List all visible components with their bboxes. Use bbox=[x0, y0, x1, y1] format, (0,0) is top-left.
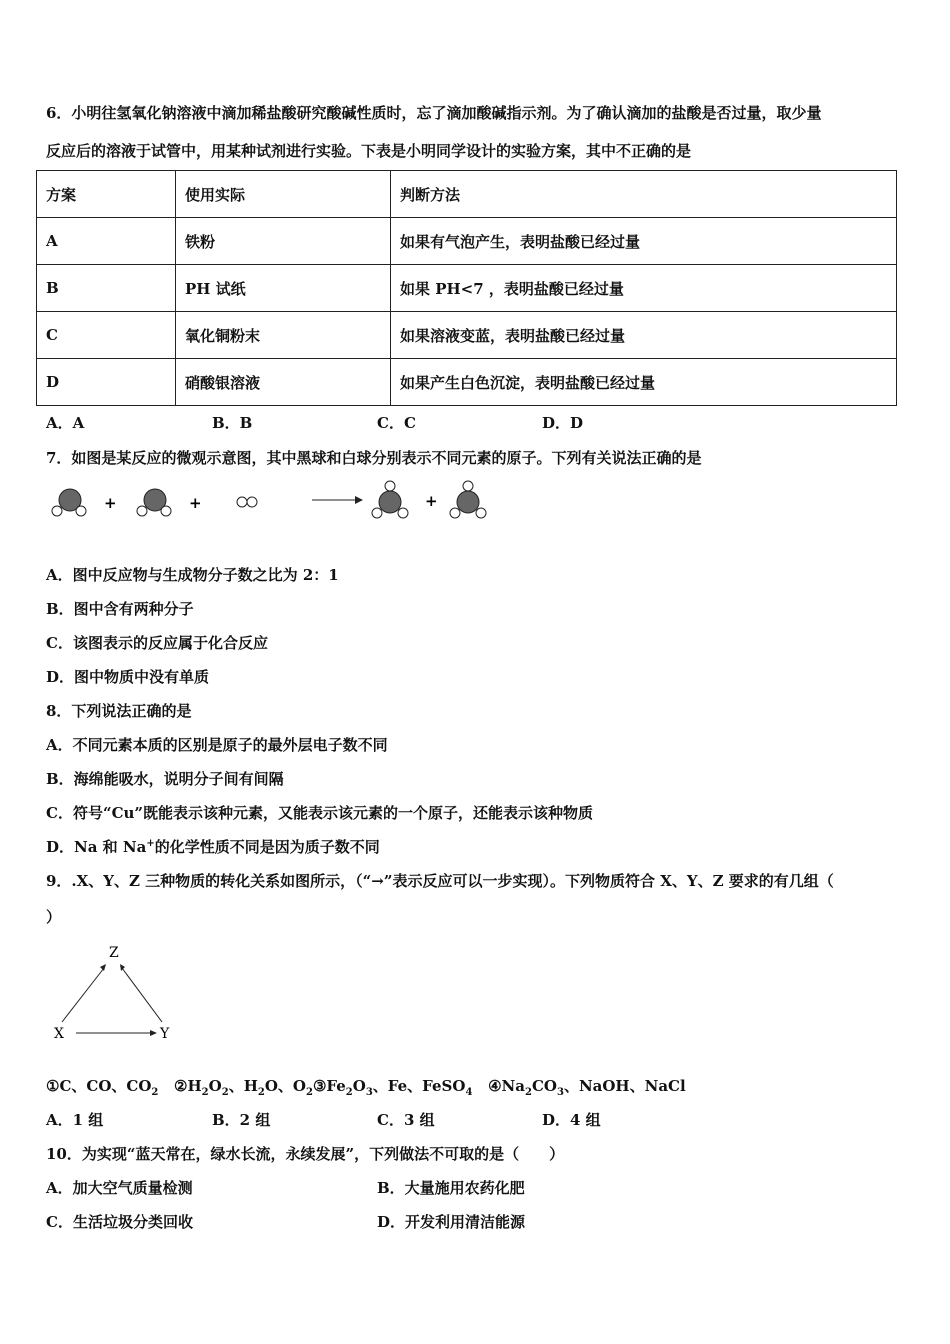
q6-stem-line1: 6．小明往氢氧化钠溶液中滴加稀盐酸研究酸碱性质时，忘了滴加酸碱指示剂。为了确认滴加的盐酸是否过量，取少量 bbox=[46, 104, 822, 122]
node-y: Y bbox=[160, 1026, 170, 1042]
subscript: 2 bbox=[221, 1087, 229, 1098]
q10-option-c[interactable]: C．生活垃圾分类回收 bbox=[46, 1213, 193, 1231]
q10-option-d[interactable]: D．开发利用清洁能源 bbox=[377, 1213, 526, 1231]
table-cell: 铁粉 bbox=[176, 218, 391, 265]
subscript: 2 bbox=[201, 1087, 209, 1098]
table-cell: 如果有气泡产生，表明盐酸已经过量 bbox=[391, 218, 897, 265]
q10-stem: 10．为实现“蓝天常在，绿水长流，永续发展”，下列做法不可取的是（ ） bbox=[46, 1145, 565, 1163]
subscript: 3 bbox=[365, 1087, 373, 1098]
q7-option-c[interactable]: C．该图表示的反应属于化合反应 bbox=[46, 634, 268, 652]
node-z: Z bbox=[109, 945, 119, 961]
reactant-molecule-1 bbox=[52, 489, 86, 516]
plus-sign: + bbox=[425, 492, 438, 510]
q9-option-d[interactable]: D．4 组 bbox=[542, 1111, 601, 1129]
q8-option-d[interactable] bbox=[46, 836, 380, 857]
group-2-part: O bbox=[208, 1077, 222, 1095]
reactant-molecule-2 bbox=[137, 489, 171, 516]
q8-option-b[interactable]: B．海绵能吸水，说明分子间有间隔 bbox=[46, 770, 284, 788]
q9-stem: 9．.X、Y、Z 三种物质的转化关系如图所示，（“→”表示反应可以一步实现）。下列物质符合 X、Y、Z 要求的有几组（ bbox=[46, 872, 834, 890]
q9-option-a[interactable]: A．1 组 bbox=[46, 1111, 104, 1129]
q6-option-c[interactable]: C．C bbox=[377, 414, 416, 432]
reaction-diagram bbox=[40, 478, 560, 538]
q9-option-c[interactable]: C．3 组 bbox=[377, 1111, 435, 1129]
subscript: 2 bbox=[524, 1087, 532, 1098]
q6-plan-table bbox=[36, 170, 897, 406]
subscript: 2 bbox=[345, 1087, 353, 1098]
superscript-plus: + bbox=[146, 838, 155, 849]
subscript: 2 bbox=[151, 1087, 159, 1098]
group-2-part: O、O bbox=[264, 1077, 306, 1095]
group-4: ④Na bbox=[488, 1077, 525, 1095]
table-row bbox=[37, 359, 897, 406]
node-x: X bbox=[54, 1026, 64, 1042]
plus-sign: + bbox=[104, 494, 117, 512]
table-cell: PH 试纸 bbox=[176, 265, 391, 312]
q9-stem-close: ） bbox=[46, 908, 62, 926]
table-header-cell: 使用实际 bbox=[176, 171, 391, 218]
arrow-x-to-z-icon bbox=[62, 964, 106, 1022]
product-molecule-1 bbox=[372, 481, 408, 518]
subscript: 2 bbox=[305, 1087, 313, 1098]
arrow-x-to-y-icon bbox=[76, 1030, 157, 1036]
q6-option-a[interactable]: A．A bbox=[46, 414, 85, 432]
table-cell: 氧化铜粉末 bbox=[176, 312, 391, 359]
subscript: 2 bbox=[257, 1087, 265, 1098]
q8-stem: 8．下列说法正确的是 bbox=[46, 702, 192, 720]
q6-option-b[interactable]: B．B bbox=[212, 414, 253, 432]
q8-option-d-text: D．Na 和 Na bbox=[46, 838, 147, 856]
subscript: 3 bbox=[556, 1087, 564, 1098]
group-2-part: 、H bbox=[228, 1077, 258, 1095]
table-cell: 如果 PH<7 ，表明盐酸已经过量 bbox=[391, 265, 897, 312]
xyz-conversion-diagram bbox=[46, 940, 196, 1050]
table-header-cell: 判断方法 bbox=[391, 171, 897, 218]
group-3-part: O bbox=[352, 1077, 366, 1095]
q10-option-a[interactable]: A．加大空气质量检测 bbox=[46, 1179, 193, 1197]
q9-option-b[interactable]: B．2 组 bbox=[212, 1111, 271, 1129]
q6-stem-line2: 反应后的溶液于试管中，用某种试剂进行实验。下表是小明同学设计的实验方案，其中不正确的是 bbox=[46, 142, 692, 160]
subscript: 4 bbox=[465, 1087, 473, 1098]
group-3-part: 、Fe、FeSO bbox=[372, 1077, 466, 1095]
q7-option-b[interactable]: B．图中含有两种分子 bbox=[46, 600, 194, 618]
reactant-molecule-3 bbox=[237, 497, 257, 507]
q10-option-b[interactable]: B．大量施用农药化肥 bbox=[377, 1179, 525, 1197]
reaction-arrow-icon bbox=[312, 496, 363, 504]
product-molecule-2 bbox=[450, 481, 486, 518]
q9-groups bbox=[46, 1075, 686, 1098]
q8-option-c[interactable]: C．符号“Cu”既能表示该种元素，又能表示该元素的一个原子，还能表示该种物质 bbox=[46, 804, 594, 822]
q8-option-a[interactable]: A．不同元素本质的区别是原子的最外层电子数不同 bbox=[46, 736, 388, 754]
q8-option-d-text-2: 的化学性质不同是因为质子数不同 bbox=[154, 838, 380, 856]
q7-stem: 7．如图是某反应的微观示意图，其中黑球和白球分别表示不同元素的原子。下列有关说法正确的是 bbox=[46, 449, 702, 467]
group-1: ①C、CO、CO bbox=[46, 1077, 152, 1095]
table-row bbox=[37, 218, 897, 265]
table-row bbox=[37, 312, 897, 359]
group-3: ③Fe bbox=[312, 1077, 346, 1095]
q6-option-d[interactable]: D．D bbox=[542, 414, 584, 432]
group-4-part: CO bbox=[531, 1077, 557, 1095]
group-2: ②H bbox=[174, 1077, 202, 1095]
table-cell: 硝酸银溶液 bbox=[176, 359, 391, 406]
plus-sign: + bbox=[189, 494, 202, 512]
table-cell: A bbox=[37, 218, 176, 265]
table-cell: C bbox=[37, 312, 176, 359]
table-cell: D bbox=[37, 359, 176, 406]
q7-option-d[interactable]: D．图中物质中没有单质 bbox=[46, 668, 210, 686]
table-cell: B bbox=[37, 265, 176, 312]
q7-option-a[interactable]: A．图中反应物与生成物分子数之比为 2：1 bbox=[46, 566, 339, 584]
table-cell: 如果产生白色沉淀，表明盐酸已经过量 bbox=[391, 359, 897, 406]
group-4-part: 、NaOH、NaCl bbox=[563, 1077, 686, 1095]
table-header-cell: 方案 bbox=[37, 171, 176, 218]
table-row bbox=[37, 265, 897, 312]
arrow-y-to-z-icon bbox=[120, 964, 162, 1022]
table-cell: 如果溶液变蓝，表明盐酸已经过量 bbox=[391, 312, 897, 359]
table-header-row bbox=[37, 171, 897, 218]
